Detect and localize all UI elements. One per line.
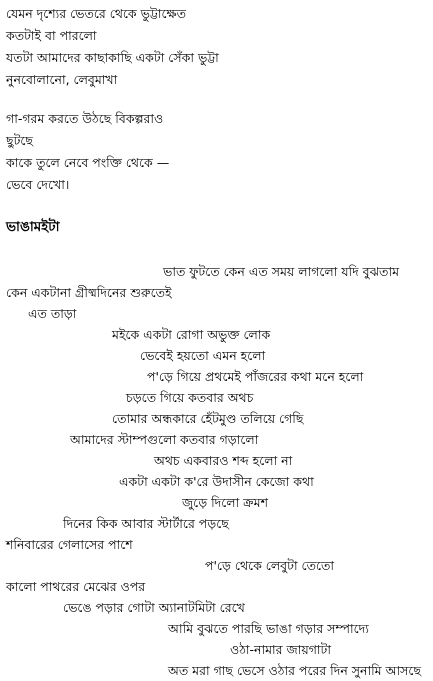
poem1-line: ছুটছে <box>6 133 33 148</box>
poem1-line: গা-গরম করতে উঠছে বিকল্পরাও <box>6 111 164 126</box>
poem2-line: চড়তে গিয়ে কতবার অথচ <box>126 390 254 405</box>
poem2-line: জুড়ে দিলো ক্রমশ <box>182 495 268 510</box>
poem1-line: কতটাই বা পারলো <box>6 28 97 43</box>
poem1-line: ভেবে দেখো। <box>6 177 70 192</box>
poem1-line: যতটা আমাদের কাছাকাছি একটা সেঁকা ভুট্টা <box>6 50 219 65</box>
poem2-line: ভাত ফুটতে কেন এত সময় লাগলো যদি বুঝতাম <box>163 264 400 279</box>
poem2-line: ভেঙে পড়ার গোটা অ্যানাটমিটা রেখে <box>63 600 245 615</box>
poem2-line: কালো পাথরের মেঝের ওপর <box>6 579 146 594</box>
poem2-line: মইকে একটা রোগা অভুক্ত লোক <box>112 327 271 342</box>
poem2-line: অথচ একবারও শব্দ হলো না <box>154 453 293 468</box>
poem2-line: অত মরা গাছ ভেসে ওঠার পরের দিন সুনামি আসছে <box>168 663 422 678</box>
poem2-line: আমি বুঝতে পারছি ভাঙা গড়ার সম্পাদ্যে <box>168 621 369 636</box>
poem2-line: ভেবেই হয়তো এমন হলো <box>140 348 266 363</box>
poem2-line: দিনের কিক আবার স্টার্টারে পড়ছে <box>63 516 229 531</box>
poem2-line: আমাদের স্টাম্পগুলো কতবার গড়ালো <box>70 432 259 447</box>
poem2-line: প'ড়ে গিয়ে প্রথমেই পাঁজরের কথা মনে হলো <box>147 369 364 384</box>
poem2-line: কেন একটানা গ্রীষ্মদিনের শুরুতেই <box>6 285 172 300</box>
poem2-line: প'ড়ে থেকে লেবুটা তেতো <box>205 558 335 573</box>
poem1-line: নুনবোলানো, লেবুমাখা <box>6 72 118 87</box>
poem2-line: তোমার অন্ধকারে হেঁটমুণ্ড তলিয়ে গেছি <box>112 411 304 426</box>
poem2-line: এত তাড়া <box>28 306 77 321</box>
poem2-line: একটা একটা ক'রে উদাসীন কেজো কথা <box>119 474 314 489</box>
poem1-line: কাকে তুলে নেবে পংক্তি থেকে — <box>6 155 170 170</box>
poem2-line: ওঠা-নামার জায়গাটা <box>230 642 331 657</box>
poem-title: ভাঙামইটা <box>6 219 60 235</box>
poem1-line: যেমন দৃশ্যের ভেতরে থেকে ভুট্টাক্ষেত <box>6 6 187 21</box>
poem2-line: শনিবারের গেলাসের পাশে <box>6 537 133 552</box>
